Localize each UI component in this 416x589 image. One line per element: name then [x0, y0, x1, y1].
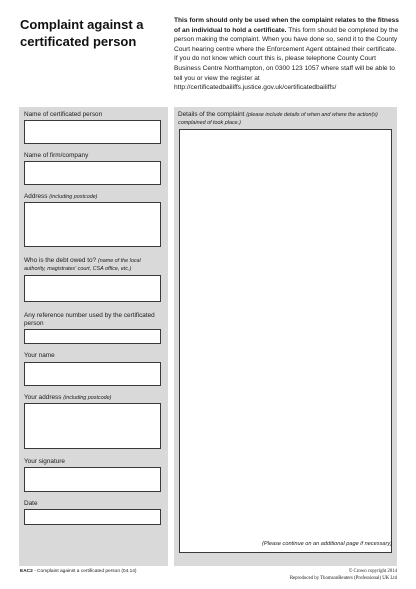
- instructions-bold: This form should only be used when the complaint relates to the fitness of an individual to hold a certificate.: [174, 17, 399, 34]
- debt-owed-label: Who is the debt owed to? (name of the local authority, magistrates' court, CSA office, etc.): [24, 257, 141, 273]
- firm-field[interactable]: [24, 161, 161, 185]
- details-hint: (please include details of when and where the action(s) complained of took place.): [178, 112, 378, 127]
- your-name-field[interactable]: [24, 362, 161, 386]
- address-field[interactable]: [24, 202, 161, 247]
- signature-field[interactable]: [24, 467, 161, 492]
- details-label: Details of the complaint (please include details of when and where the action(s) complained of took place.): [178, 111, 378, 127]
- details-field[interactable]: [179, 129, 392, 553]
- form-title: Complaint against a certificated person: [20, 17, 144, 49]
- copyright-text: © Crown copyright 2014: [348, 569, 397, 574]
- your-address-hint: (including postcode): [63, 395, 112, 401]
- form-code: EAC2: [20, 569, 33, 574]
- form-name: - Complaint against a certificated person (04.14): [32, 569, 137, 574]
- reference-field[interactable]: [24, 329, 161, 344]
- firm-label: Name of firm/company: [24, 152, 89, 159]
- your-address-label: Your address (including postcode): [24, 394, 112, 401]
- continue-note: (Please continue on an additional page if necessary): [262, 541, 392, 547]
- signature-label: Your signature: [24, 458, 65, 465]
- reproduced-text: Reproduced by ThomsonReuters (Professional) UK Ltd: [289, 576, 397, 581]
- debt-owed-hint: (name of the local authority, magistrates' court, CSA office, etc.): [24, 258, 141, 273]
- debt-owed-field[interactable]: [24, 275, 161, 302]
- date-field[interactable]: [24, 509, 161, 525]
- address-label: Address (including postcode): [24, 193, 98, 200]
- address-hint: (including postcode): [49, 194, 98, 200]
- your-name-label: Your name: [24, 352, 55, 359]
- your-address-field[interactable]: [24, 403, 161, 449]
- date-label: Date: [24, 500, 38, 507]
- form-instructions: [174, 16, 400, 93]
- certificated-person-field[interactable]: [24, 120, 161, 144]
- footer-copyright: [197, 568, 397, 582]
- reference-label: Any reference number used by the certificated person: [24, 312, 155, 328]
- certificated-person-label: Name of certificated person: [24, 111, 103, 118]
- footer-form-code: [20, 569, 220, 574]
- instructions-text: This form should be completed by the person making the complaint. When you have done so, send it to the County Court hearing centre where the Enforcement Agent obtained their certificate. If you do not know which court this is, please telephone County Court Business Centre Northampton, on 0300 123 1057 where staff will be able to tell you or view the register at http://certificatedbailiffs.justice.gov.uk/certificatedbailiffs/: [174, 26, 399, 92]
